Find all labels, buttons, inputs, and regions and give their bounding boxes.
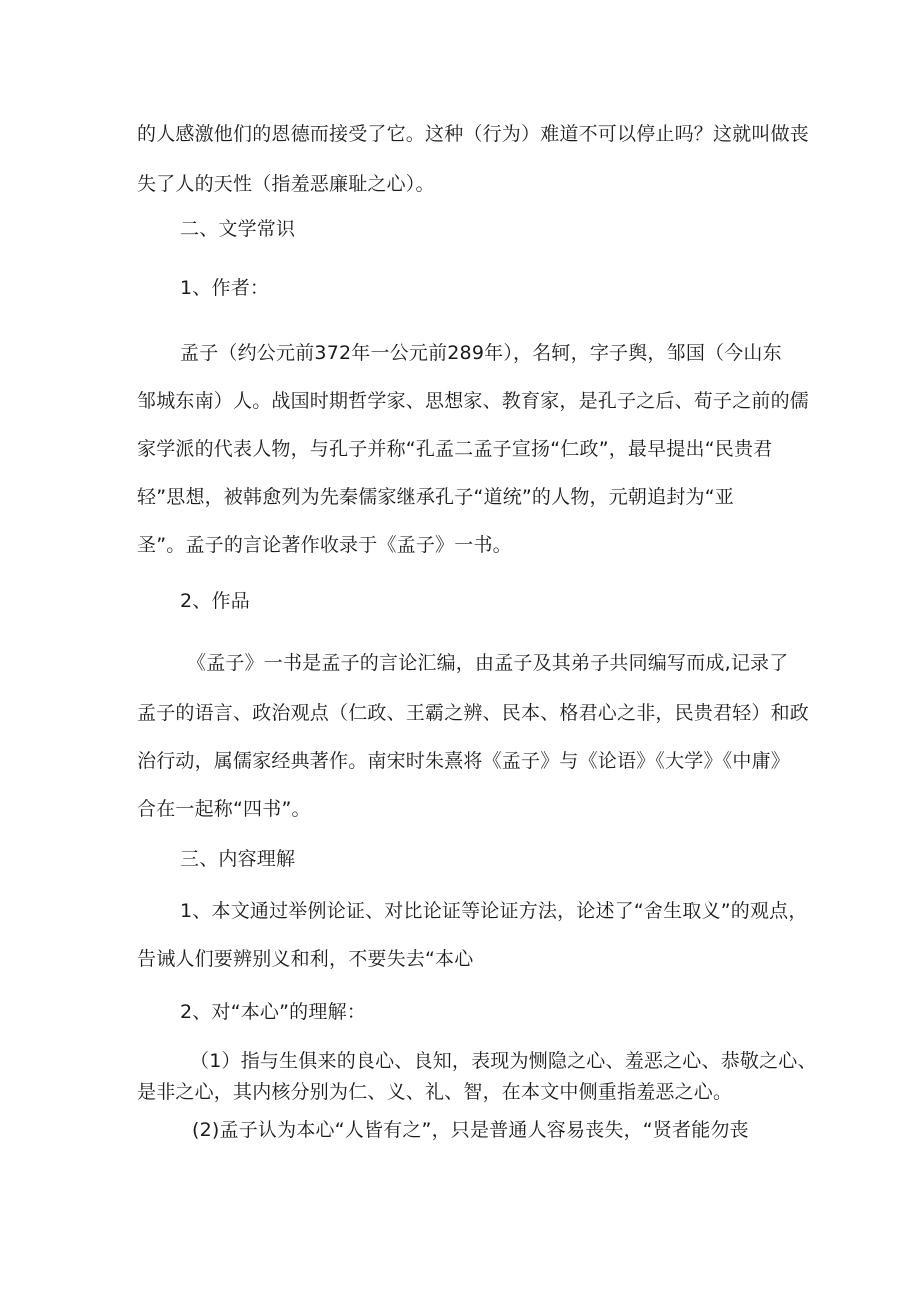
paragraph-line: 孟子的语言、政治观点（仁政、王霸之辨、民本、格君心之非，民贵君轻）和政 xyxy=(137,702,810,724)
subheading-author: 1、作者： xyxy=(180,277,270,299)
paragraph-line: 1、本文通过举例论证、对比论证等论证方法，论述了“舍生取义”的观点， xyxy=(180,900,808,922)
paragraph-line: 孟子（约公元前372年一公元前289年），名轲，字子舆，邹国（今山东 xyxy=(180,342,782,364)
subheading-works: 2、作品 xyxy=(180,590,250,612)
paragraph-line: 《孟子》一书是孟子的言论汇编，由孟子及其弟子共同编写而成,记录了 xyxy=(187,652,789,674)
paragraph-line: 失了人的天性（指羞恶廉耻之心）。 xyxy=(137,173,435,195)
paragraph-line: (2)孟子认为本心“人皆有之”，只是普通人容易丧失，“贤者能勿丧 xyxy=(192,1119,749,1141)
paragraph-line: 治行动，属儒家经典著作。南宋时朱熹将《孟子》与《论语》《大学》《中庸》 xyxy=(137,750,791,772)
section-heading-content-understanding: 三、内容理解 xyxy=(180,848,296,870)
section-heading-literary-knowledge: 二、文学常识 xyxy=(180,218,296,240)
paragraph-line: 家学派的代表人物，与孔子并称“孔孟二孟子宣扬“仁政”，最早提出“民贵君 xyxy=(137,438,773,460)
paragraph-line: 的人感激他们的恩德而接受了它。这种（行为）难道不可以停止吗？这就叫做丧 xyxy=(137,123,810,145)
paragraph-line: 告诫人们要辨别义和利，不要失去“本心 xyxy=(137,948,474,970)
paragraph-line: （1）指与生俱来的良心、良知，表现为恻隐之心、羞恶之心、恭敬之心、 xyxy=(190,1050,817,1072)
paragraph-line: 合在一起称“四书”。 xyxy=(137,798,311,820)
paragraph-line: 是非之心，其内核分别为仁、义、礼、智，在本文中侧重指羞恶之心。 xyxy=(137,1081,733,1103)
paragraph-line: 轻”思想，被韩愈列为先秦儒家继承孔子“道统”的人物，元朝追封为“亚 xyxy=(137,486,734,508)
paragraph-line: 邹城东南）人。战国时期哲学家、思想家、教育家，是孔子之后、荀子之前的儒 xyxy=(137,390,810,412)
subheading-benxin: 2、对“本心”的理解： xyxy=(180,1001,366,1023)
paragraph-line: 圣”。孟子的言论著作收录于《孟子》一书。 xyxy=(137,534,512,556)
